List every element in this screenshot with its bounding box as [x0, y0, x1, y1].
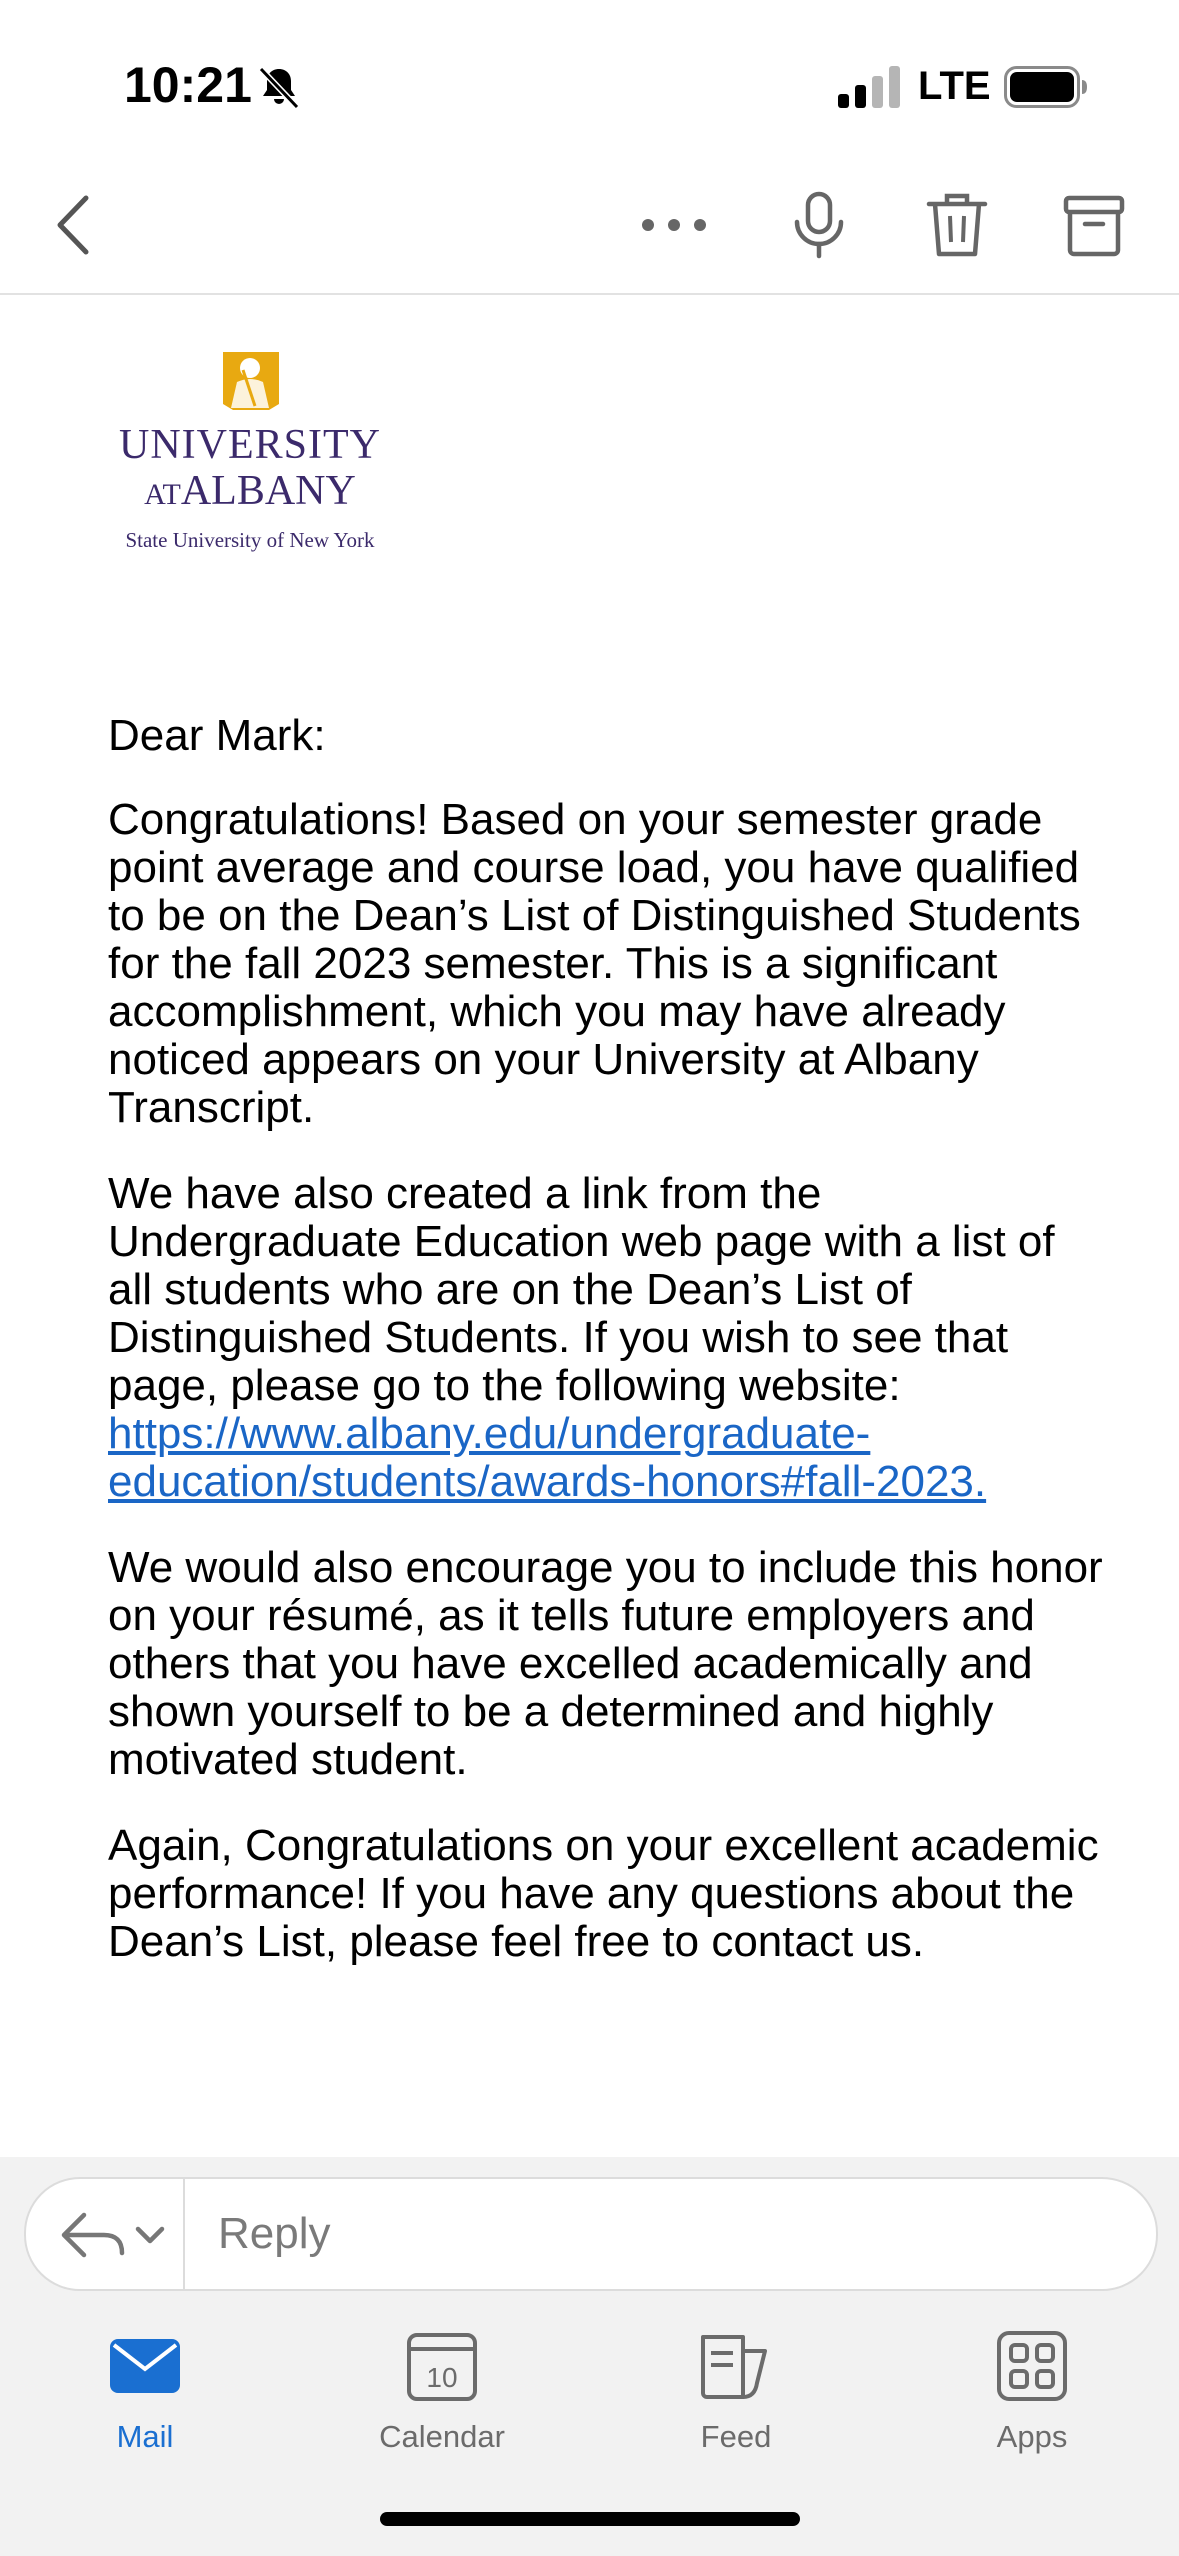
ellipsis-icon[interactable]	[634, 190, 714, 260]
logo-line-at: AT	[144, 478, 181, 511]
tab-feed[interactable]	[616, 2327, 856, 2467]
feed-icon	[697, 2327, 775, 2405]
deans-list-link[interactable]: https://www.albany.edu/undergraduate-education/students/awards-honors#fall-2023.	[108, 1409, 987, 1506]
university-logo	[105, 340, 395, 560]
chevron-left-icon[interactable]	[40, 190, 120, 260]
logo-line-university: UNIVERSITY	[119, 422, 381, 468]
email-greeting: Dear Mark:	[108, 711, 326, 760]
reply-bar	[0, 2157, 1179, 2307]
chevron-down-icon	[138, 2229, 162, 2241]
signal-icon	[838, 66, 900, 108]
tab-mail[interactable]	[25, 2327, 265, 2467]
bottom-tab-bar	[0, 2307, 1179, 2556]
tab-mail-label: Mail	[116, 2419, 174, 2454]
tab-feed-label: Feed	[700, 2419, 772, 2454]
email-paragraph-3: We would also encourage you to include this honor on your résumé, as it tells future employers and others that you have excelled academically and shown yourself to be a determined and highly motivated student.	[108, 1543, 1103, 1784]
trash-icon[interactable]	[917, 190, 997, 260]
email-paragraph-1: Congratulations! Based on your semester grade point average and course load, you have qualified to be on the Dean’s List of Distinguished Students for the fall 2023 semester. This is a significant accomplishment, which you may have already noticed appears on your University at Albany Transcript.	[108, 795, 1081, 1132]
mail-icon	[106, 2327, 184, 2405]
svg-text:ATALBANY	[144, 468, 356, 514]
bell-slash-icon	[255, 63, 303, 111]
calendar-icon	[403, 2327, 481, 2405]
email-toolbar	[0, 160, 1179, 295]
tab-calendar-label: Calendar	[379, 2419, 505, 2454]
email-paragraph-2	[108, 1170, 1108, 1506]
apps-icon	[993, 2327, 1071, 2405]
tab-apps-label: Apps	[996, 2419, 1068, 2454]
reply-divider	[183, 2179, 185, 2289]
email-body	[108, 712, 1108, 2004]
network-type: LTE	[918, 64, 991, 108]
archive-icon[interactable]	[1054, 190, 1134, 260]
status-bar	[0, 0, 1179, 160]
minerva-emblem-icon	[223, 352, 279, 410]
tab-calendar[interactable]	[322, 2327, 562, 2467]
reply-arrow-icon	[64, 2215, 122, 2255]
calendar-day: 10	[426, 2362, 458, 2393]
reply-pill	[24, 2177, 1158, 2291]
home-indicator[interactable]	[380, 2512, 800, 2526]
tab-apps[interactable]	[912, 2327, 1152, 2467]
reply-options-button[interactable]	[56, 2201, 186, 2267]
battery-icon	[1004, 66, 1088, 108]
email-paragraph-4: Again, Congratulations on your excellent academic performance! If you have any questions about the Dean’s List, please feel free to contact us.	[108, 1821, 1099, 1966]
microphone-icon[interactable]	[779, 190, 859, 260]
logo-line-albany: ALBANY	[180, 468, 356, 514]
email-paragraph-2-text: We have also created a link from the Undergraduate Education web page with a list of all students who are on the Dean’s List of Distinguished Students. If you wish to see that page, please go to the following website:	[108, 1169, 1055, 1410]
logo-line-suny: State University of New York	[125, 528, 375, 552]
reply-input[interactable]	[216, 2197, 1120, 2271]
status-time: 10:21	[124, 57, 252, 113]
